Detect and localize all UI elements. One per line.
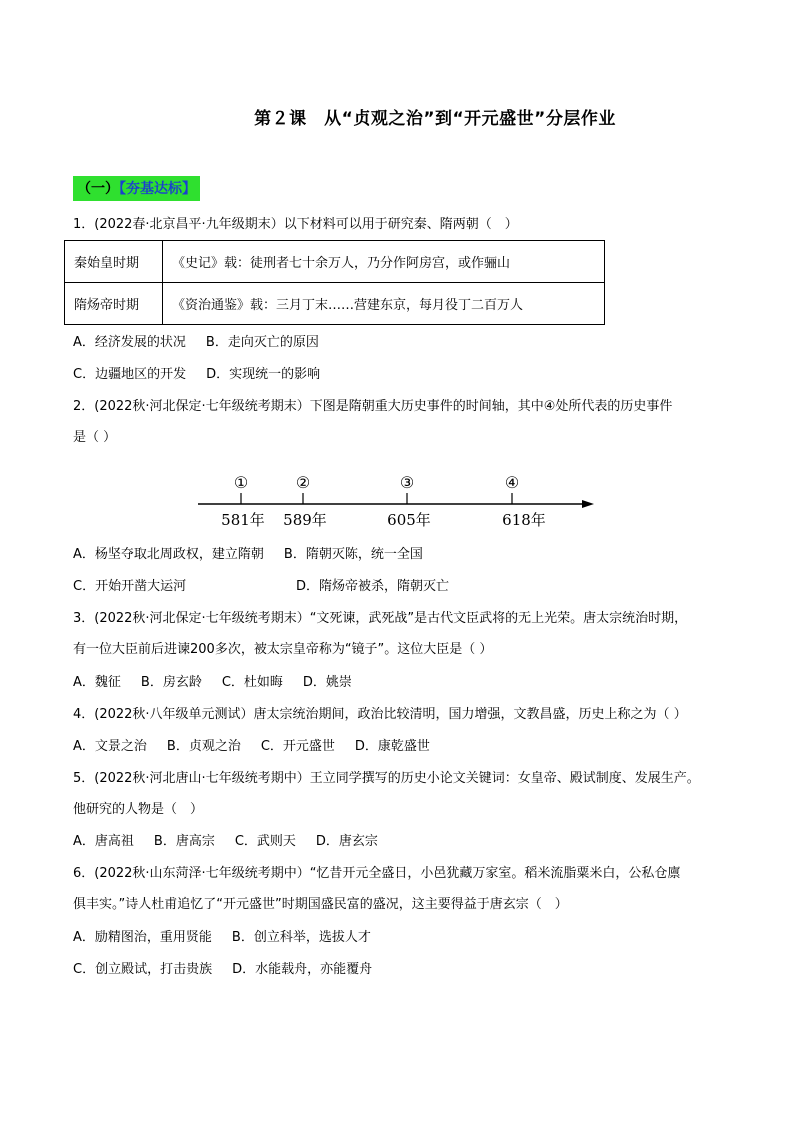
option-b[interactable]: B．创立科举，选拔人才: [231, 930, 371, 945]
option-b[interactable]: B．唐高宗: [153, 834, 215, 849]
option-c[interactable]: C．边疆地区的开发: [73, 367, 187, 382]
table-cell-text: 《资治通鉴》载：三月丁末……营建东京，每月役丁二百万人: [163, 283, 605, 325]
option-b[interactable]: B．走向灭亡的原因: [205, 335, 319, 350]
question-2-stem-line-1: 2．(2022秋·河北保定·七年级统考期末）下图是隋朝重大历史事件的时间轴，其中④处所代表的历史事件: [73, 399, 673, 414]
table-cell-period: 秦始皇时期: [65, 241, 163, 283]
question-3-stem-line-2: 有一位大臣前后进谏200多次，被太宗皇帝称为“镜子”。这位大臣是（ ）: [73, 642, 493, 657]
timeline-diagram: [196, 470, 596, 530]
question-2-options-row-1: [73, 545, 423, 565]
question-1-stem: 1．(2022春·北京昌平·九年级期末）以下材料可以用于研究秦、隋两朝（ ）: [73, 217, 518, 232]
option-c[interactable]: C．武则天: [234, 834, 296, 849]
option-b[interactable]: B．隋朝灭陈，统一全国: [283, 547, 423, 562]
question-4-stem: 4．(2022秋·八年级单元测试）唐太宗统治期间，政治比较清明，国力增强，文教昌盛，历史上称之为（ ）: [73, 707, 687, 722]
option-a[interactable]: A．魏征: [73, 675, 121, 690]
option-d[interactable]: D．水能载舟，亦能覆舟: [232, 962, 373, 977]
option-d[interactable]: D．唐玄宗: [315, 834, 378, 849]
page-title: 第２课 从“贞观之治”到“开元盛世”分层作业: [254, 109, 616, 129]
question-2-options-row-2: [73, 577, 449, 597]
question-6-stem-line-2: 俱丰实。”诗人杜甫追忆了“开元盛世”时期国盛民富的盛况，这主要得益于唐玄宗（ ）: [73, 897, 568, 912]
option-a[interactable]: A．文景之治: [73, 739, 147, 754]
question-2-stem-line-2: 是（ ）: [73, 430, 117, 445]
table-row: [65, 283, 605, 325]
option-b[interactable]: B．贞观之治: [166, 739, 241, 754]
question-6-options-row-1: [73, 928, 371, 948]
arrow-head-icon: [582, 500, 594, 508]
timeline-marker-1: ①: [233, 473, 249, 492]
option-c[interactable]: C．开元盛世: [260, 739, 335, 754]
timeline-year-3: 605年: [387, 511, 431, 529]
timeline-year-1: 581年: [221, 511, 265, 529]
timeline-year-2: 589年: [283, 511, 327, 529]
option-d[interactable]: D．姚崇: [302, 675, 352, 690]
question-1-options-row-2: [73, 365, 320, 385]
question-1-options-row-1: [73, 333, 319, 353]
table-row: [65, 241, 605, 283]
option-a[interactable]: A．励精图治，重用贤能: [73, 930, 212, 945]
timeline-marker-3: ③: [399, 473, 415, 492]
option-a[interactable]: A．杨坚夺取北周政权，建立隋朝: [73, 547, 264, 562]
table-cell-text: 《史记》载：徒刑者七十余万人，乃分作阿房宫，或作骊山: [163, 241, 605, 283]
option-c[interactable]: C．创立殿试，打击贵族: [73, 962, 213, 977]
option-d[interactable]: D．隋炀帝被杀，隋朝灭亡: [296, 579, 450, 594]
question-6-options-row-2: [73, 960, 372, 980]
option-c[interactable]: C．杜如晦: [221, 675, 283, 690]
option-d[interactable]: D．实现统一的影响: [206, 367, 321, 382]
option-c[interactable]: C．开始开凿大运河: [73, 579, 187, 594]
material-table: [64, 240, 605, 325]
section-prefix: （一）: [77, 181, 119, 197]
section-label: 【夯基达标】: [119, 181, 196, 197]
option-a[interactable]: A．经济发展的状况: [73, 335, 186, 350]
option-b[interactable]: B．房玄龄: [140, 675, 202, 690]
option-a[interactable]: A．唐高祖: [73, 834, 134, 849]
timeline-marker-2: ②: [295, 473, 311, 492]
question-5-stem-line-2: 他研究的人物是（ ）: [73, 802, 204, 817]
question-5-stem-line-1: 5．(2022秋·河北唐山·七年级统考期中）王立同学撰写的历史小论文关键词：女皇帝、殿试制度、发展生产。: [73, 771, 700, 786]
question-5-options: [73, 832, 378, 852]
question-6-stem-line-1: 6．(2022秋·山东菏泽·七年级统考期中）“忆昔开元全盛日，小邑犹藏万家室。稻米流脂粟米白，公私仓廪: [73, 866, 681, 881]
question-3-stem-line-1: 3．(2022秋·河北保定·七年级统考期末）“文死谏，武死战”是古代文臣武将的无上光荣。唐太宗统治时期，: [73, 611, 688, 626]
timeline-year-4: 618年: [502, 511, 546, 529]
table-cell-period: 隋炀帝时期: [65, 283, 163, 325]
question-3-options: [73, 673, 352, 693]
question-4-options: [73, 737, 430, 757]
option-d[interactable]: D．康乾盛世: [354, 739, 430, 754]
timeline-marker-4: ④: [504, 473, 520, 492]
section-heading: [73, 176, 200, 201]
